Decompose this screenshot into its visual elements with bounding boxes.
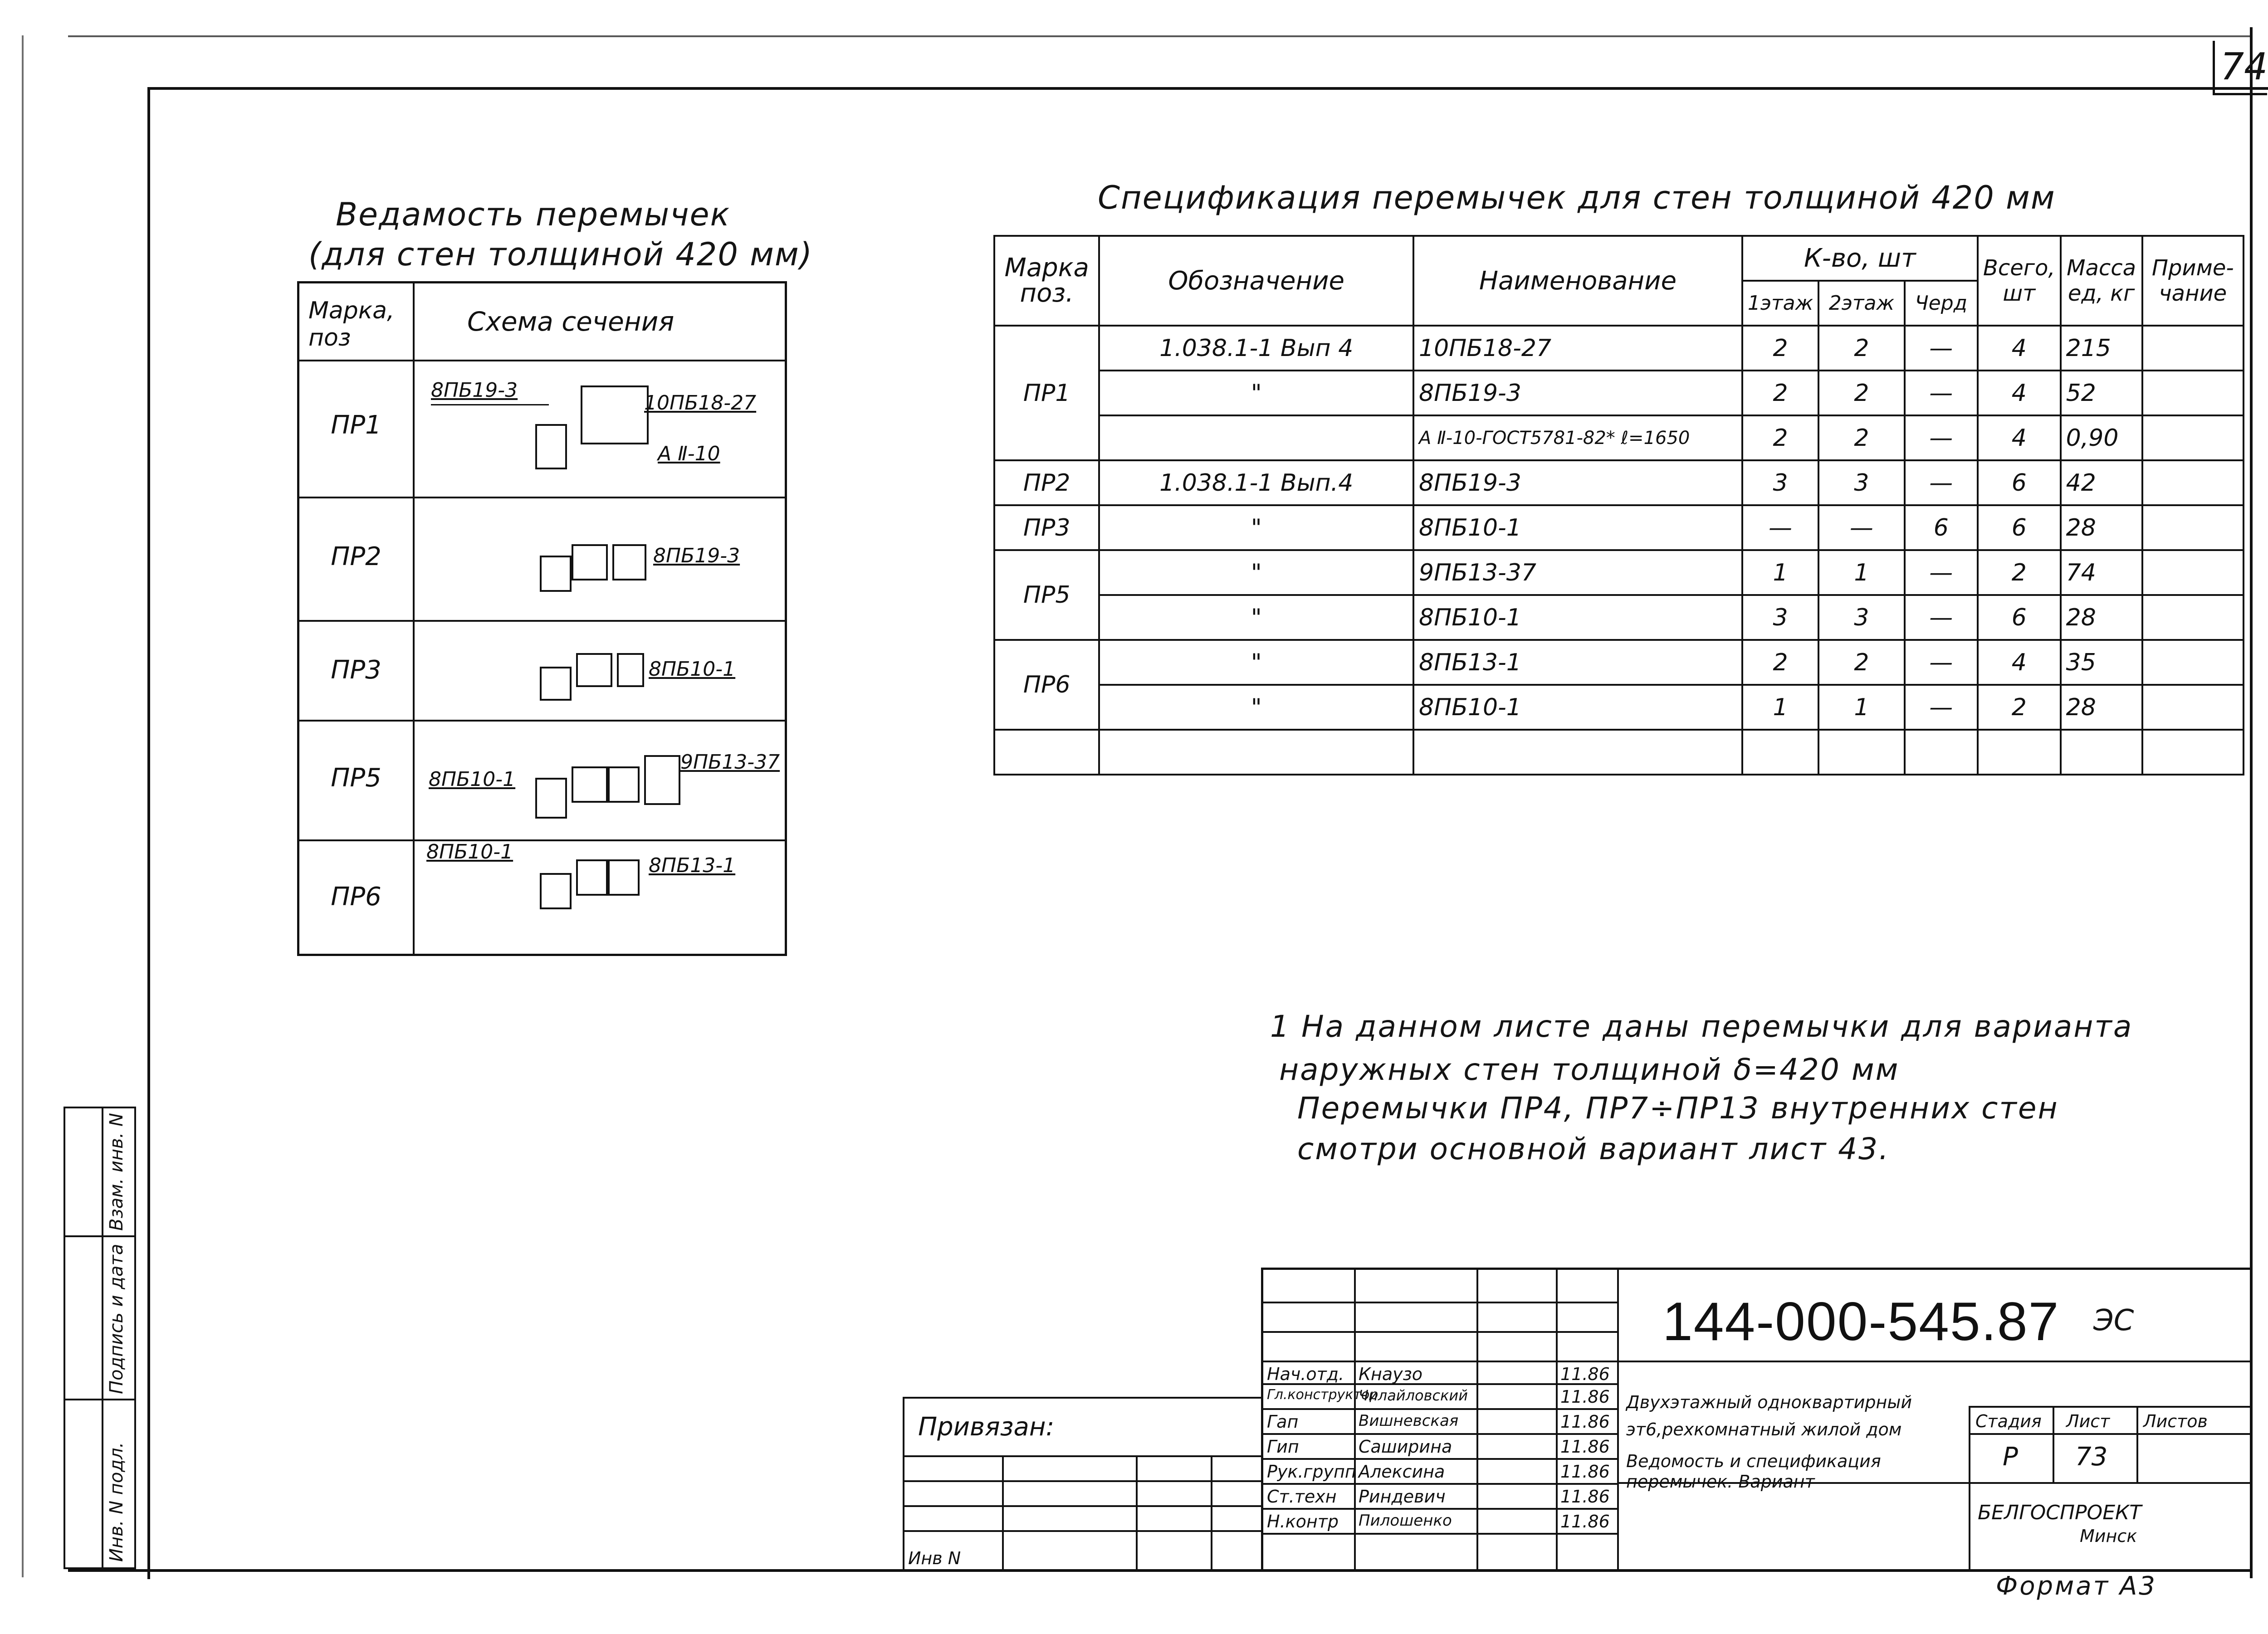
spec-mark-pr6: ПР6	[994, 640, 1099, 730]
role-5: Ст.техн	[1267, 1487, 1337, 1507]
spec-name: А Ⅱ-10-ГОСТ5781-82* ℓ=1650	[1413, 415, 1742, 460]
role-3: Гип	[1267, 1437, 1299, 1457]
spec-f2: —	[1818, 505, 1904, 550]
name-1: Чилайловский	[1359, 1387, 1468, 1404]
spec-designation: "	[1099, 685, 1413, 730]
stage-value: Р	[2003, 1442, 2018, 1472]
name-2: Вишневская	[1359, 1412, 1459, 1430]
sketch-pr5-block-1	[535, 778, 567, 819]
spec-note	[2142, 371, 2244, 415]
note-line-1: 1 На данном листе даны перемычки для варианта	[1270, 1009, 2133, 1044]
format-label: Формат А3	[1996, 1571, 2157, 1601]
sketch-pr6-block-2	[576, 859, 608, 896]
sketch-pr6-label-a: 8ПБ10-1	[426, 840, 513, 863]
spec-table	[993, 235, 2244, 752]
spec-f2: 2	[1818, 326, 1904, 371]
privyazan-label: Привязан:	[918, 1412, 1055, 1442]
spec-total: 6	[1978, 460, 2061, 505]
vedomost-mark-pr6: ПР6	[331, 882, 381, 912]
spec-designation: "	[1099, 505, 1413, 550]
top-dash-line	[68, 35, 2250, 37]
spec-header-note: Приме-чание	[2142, 236, 2244, 326]
date-4: 11.86	[1560, 1462, 1610, 1482]
spec-header-mark: Марка поз.	[994, 236, 1099, 326]
inv-label: Инв N	[908, 1548, 961, 1568]
spec-header-designation: Обозначение	[1099, 236, 1413, 326]
privyazan-block	[903, 1397, 1261, 1570]
sketch-pr3-label: 8ПБ10-1	[649, 658, 736, 681]
vedomost-header-scheme: Схема сечения	[467, 306, 675, 337]
sketch-pr5-block-2	[572, 766, 608, 803]
spec-note	[2142, 550, 2244, 595]
spec-total: 4	[1978, 326, 2061, 371]
vedomost-table	[297, 281, 787, 956]
spec-empty-cell	[994, 730, 1099, 775]
name-5: Риндевич	[1359, 1487, 1446, 1507]
stamp-inv: Инв. N подл.	[106, 1442, 127, 1562]
spec-note	[2142, 460, 2244, 505]
spec-designation	[1099, 415, 1413, 460]
spec-f1: 1	[1742, 685, 1818, 730]
spec-header-qty: К-во, шт	[1742, 236, 1978, 281]
sketch-pr1-small-block	[535, 424, 567, 469]
sketch-pr1-large-block	[581, 385, 649, 444]
spec-header-name: Наименование	[1413, 236, 1742, 326]
spec-mass: 52	[2061, 371, 2142, 415]
date-1: 11.86	[1560, 1387, 1610, 1407]
spec-total: 4	[1978, 371, 2061, 415]
spec-f2: 2	[1818, 640, 1904, 685]
sketch-pr5-block-4	[644, 755, 680, 805]
spec-f1: 3	[1742, 595, 1818, 640]
spec-header-floor2: 2этаж	[1818, 281, 1904, 326]
date-0: 11.86	[1560, 1364, 1610, 1384]
spec-total: 4	[1978, 640, 2061, 685]
spec-designation: "	[1099, 640, 1413, 685]
sheet-number-box	[2213, 41, 2267, 95]
spec-mass: 28	[2061, 685, 2142, 730]
spec-title: Спецификация перемычек для стен толщиной 420 мм	[1098, 179, 2056, 216]
note-line-3: Перемычки ПР4, ПР7÷ПР13 внутренних стен	[1297, 1091, 2059, 1126]
spec-ch: 6	[1905, 505, 1978, 550]
spec-ch: —	[1905, 595, 1978, 640]
left-margin-line	[22, 35, 24, 1577]
sketch-pr2-block-2	[572, 544, 608, 580]
spec-mass: 215	[2061, 326, 2142, 371]
note-line-4: смотри основной вариант лист 43.	[1297, 1132, 1890, 1166]
spec-ch: —	[1905, 326, 1978, 371]
stamp-podpis: Подпись и дата	[106, 1244, 127, 1394]
note-line-2: наружных стен толщиной δ=420 мм	[1279, 1052, 1900, 1087]
spec-f1: 1	[1742, 550, 1818, 595]
vedomost-title-2: (для стен толщиной 420 мм)	[308, 236, 813, 273]
vedomost-mark-pr2: ПР2	[331, 542, 381, 571]
spec-name: 8ПБ10-1	[1413, 685, 1742, 730]
list-header: Лист	[2066, 1411, 2110, 1431]
spec-header-total: Всего, шт	[1978, 236, 2061, 326]
spec-mass: 28	[2061, 505, 2142, 550]
spec-ch: —	[1905, 371, 1978, 415]
spec-f1: 2	[1742, 415, 1818, 460]
sketch-pr6-label-b: 8ПБ13-1	[649, 854, 736, 877]
doc-suffix: ЭС	[2093, 1304, 2134, 1337]
spec-name: 8ПБ19-3	[1413, 460, 1742, 505]
stamp-vzam: Взам. инв. N	[106, 1113, 127, 1231]
spec-header-mass: Масса ед, кг	[2061, 236, 2142, 326]
date-3: 11.86	[1560, 1437, 1610, 1457]
list-value: 73	[2075, 1442, 2108, 1472]
sketch-pr2-block-3	[612, 544, 646, 580]
vedomost-header-mark: Марка, поз	[308, 297, 395, 351]
spec-f2: 1	[1818, 550, 1904, 595]
spec-mass: 28	[2061, 595, 2142, 640]
role-2: Гап	[1267, 1412, 1299, 1432]
vedomost-title-1: Ведамость перемычек	[336, 196, 730, 233]
sketch-pr2-label: 8ПБ19-3	[653, 544, 740, 567]
spec-note	[2142, 640, 2244, 685]
spec-total: 4	[1978, 415, 2061, 460]
spec-f2: 3	[1818, 595, 1904, 640]
sketch-pr2-block-1	[540, 556, 572, 592]
sketch-pr5-block-3	[608, 766, 640, 803]
spec-note	[2142, 595, 2244, 640]
spec-empty-cell	[1742, 730, 1818, 775]
date-5: 11.86	[1560, 1487, 1610, 1507]
date-6: 11.86	[1560, 1512, 1610, 1532]
lists-header: Листов	[2143, 1411, 2208, 1431]
desc-line-4: перемычек. Вариант	[1626, 1472, 1815, 1492]
vedomost-mark-pr3: ПР3	[331, 655, 381, 685]
desc-line-1: Двухэтажный одноквартирный	[1626, 1392, 1912, 1412]
spec-empty-cell	[1413, 730, 1742, 775]
sheet-number: 74	[2220, 45, 2268, 88]
spec-designation: "	[1099, 550, 1413, 595]
spec-ch: —	[1905, 460, 1978, 505]
spec-empty-cell	[1905, 730, 1978, 775]
vedomost-mark-pr5: ПР5	[331, 763, 381, 793]
side-stamp-area	[64, 1107, 136, 1569]
title-block	[1261, 1268, 2251, 1571]
doc-code: 144-000-545.87	[1662, 1291, 2060, 1352]
sketch-pr1-label-c: А Ⅱ-10	[658, 442, 720, 465]
desc-line-3: Ведомость и спецификация	[1626, 1451, 1881, 1471]
spec-name: 8ПБ10-1	[1413, 595, 1742, 640]
frame-top	[147, 87, 2268, 90]
spec-f1: 3	[1742, 460, 1818, 505]
sketch-pr3-block-1	[540, 667, 572, 701]
spec-empty-cell	[2061, 730, 2142, 775]
spec-total: 6	[1978, 505, 2061, 550]
role-6: Н.контр	[1267, 1512, 1339, 1532]
spec-f2: 2	[1818, 371, 1904, 415]
spec-name: 8ПБ19-3	[1413, 371, 1742, 415]
spec-note	[2142, 685, 2244, 730]
spec-f1: 2	[1742, 371, 1818, 415]
spec-note	[2142, 505, 2244, 550]
role-4: Рук.групп	[1267, 1462, 1356, 1482]
stage-header: Стадия	[1975, 1411, 2042, 1431]
spec-note	[2142, 415, 2244, 460]
spec-mass: 35	[2061, 640, 2142, 685]
spec-mark-pr1: ПР1	[994, 326, 1099, 460]
name-0: Кнаузо	[1359, 1364, 1423, 1384]
spec-ch: —	[1905, 685, 1978, 730]
spec-header-cherd: Черд	[1905, 281, 1978, 326]
org-city: Минск	[2080, 1526, 2137, 1546]
spec-f1: 2	[1742, 640, 1818, 685]
frame-left	[147, 87, 150, 1579]
spec-f1: —	[1742, 505, 1818, 550]
spec-empty-cell	[1978, 730, 2061, 775]
spec-f2: 3	[1818, 460, 1904, 505]
spec-total: 2	[1978, 685, 2061, 730]
spec-name: 9ПБ13-37	[1413, 550, 1742, 595]
spec-empty-cell	[1818, 730, 1904, 775]
spec-mass: 42	[2061, 460, 2142, 505]
sketch-pr5-label-a: 8ПБ10-1	[429, 768, 516, 791]
spec-mass: 74	[2061, 550, 2142, 595]
spec-note	[2142, 326, 2244, 371]
spec-ch: —	[1905, 640, 1978, 685]
sketch-pr1-label-a: 8ПБ19-3	[431, 379, 518, 402]
name-4: Алексина	[1359, 1462, 1445, 1482]
name-6: Пилошенко	[1359, 1512, 1452, 1530]
spec-f1: 2	[1742, 326, 1818, 371]
spec-name: 8ПБ13-1	[1413, 640, 1742, 685]
spec-ch: —	[1905, 415, 1978, 460]
date-2: 11.86	[1560, 1412, 1610, 1432]
spec-designation: 1.038.1-1 Вып.4	[1099, 460, 1413, 505]
desc-line-2: эт6,рехкомнатный жилой дом	[1626, 1419, 1902, 1439]
sketch-pr3-block-2	[576, 653, 612, 687]
spec-designation: 1.038.1-1 Вып 4	[1099, 326, 1413, 371]
role-1: Гл.конструктор	[1267, 1387, 1378, 1403]
spec-header-floor1: 1этаж	[1742, 281, 1818, 326]
spec-total: 2	[1978, 550, 2061, 595]
spec-name: 10ПБ18-27	[1413, 326, 1742, 371]
spec-designation: "	[1099, 371, 1413, 415]
spec-designation: "	[1099, 595, 1413, 640]
vedomost-mark-pr1: ПР1	[331, 410, 381, 440]
sketch-pr6-block-1	[540, 873, 572, 909]
spec-ch: —	[1905, 550, 1978, 595]
spec-mark-pr5: ПР5	[994, 550, 1099, 640]
spec-mark-pr2: ПР2	[994, 460, 1099, 505]
spec-mass: 0,90	[2061, 415, 2142, 460]
sketch-pr3-block-3	[617, 653, 644, 687]
spec-empty-cell	[1099, 730, 1413, 775]
spec-name: 8ПБ10-1	[1413, 505, 1742, 550]
spec-total: 6	[1978, 595, 2061, 640]
org-name: БЕЛГОСПРОЕКТ	[1978, 1501, 2142, 1524]
name-3: Саширина	[1359, 1437, 1452, 1457]
sketch-pr1-label-b: 10ПБ18-27	[644, 391, 757, 415]
role-0: Нач.отд.	[1267, 1364, 1344, 1384]
spec-mark-pr3: ПР3	[994, 505, 1099, 550]
spec-f2: 1	[1818, 685, 1904, 730]
spec-empty-cell	[2142, 730, 2244, 775]
spec-f2: 2	[1818, 415, 1904, 460]
sketch-pr6-block-3	[608, 859, 640, 896]
sketch-pr5-label-b: 9ПБ13-37	[680, 751, 780, 774]
